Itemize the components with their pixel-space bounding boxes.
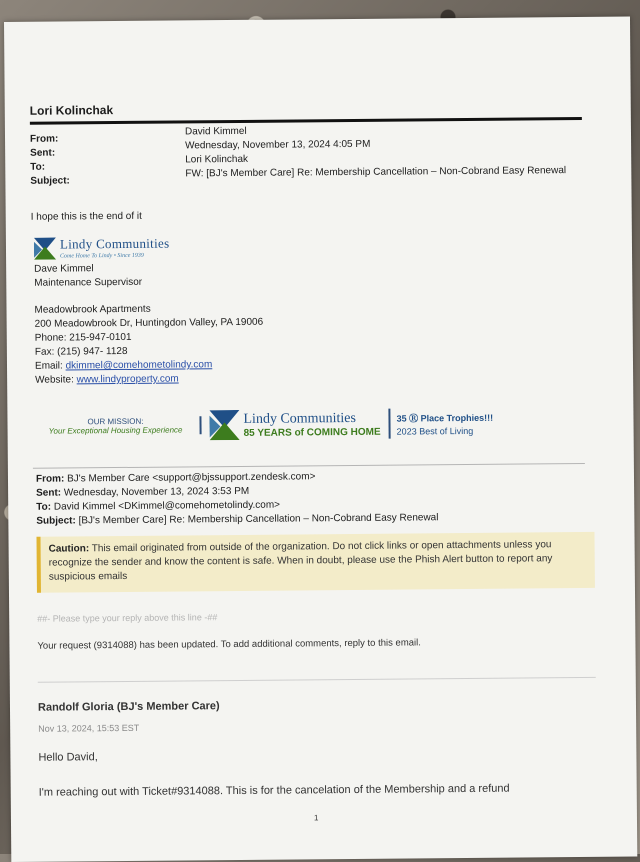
lindy-house-icon <box>34 237 56 259</box>
email-label: Email: <box>34 360 63 372</box>
trophies-count: 35 <box>396 413 407 424</box>
comment-timestamp: Nov 13, 2024, 15:53 EST <box>38 722 140 734</box>
signature-website-row <box>35 373 179 385</box>
signature-email-row <box>35 359 212 372</box>
lindy-house-icon <box>209 410 239 440</box>
signature-phone: Phone: 215-947-0101 <box>34 331 132 344</box>
caution-text: This email originated from outside of the organization. Do not click links or open attachments unless you recognize the sender and know the content is safe. When in doubt, please use the Phish Alert button to report any suspicious emails <box>48 539 553 583</box>
signature-fax: Fax: (215) 947- 1128 <box>34 345 128 358</box>
signature-name: Dave Kimmel <box>34 263 94 275</box>
caution-banner <box>36 532 594 593</box>
website-label: Website: <box>35 374 74 386</box>
signature-banner <box>35 397 583 452</box>
message-paragraph: I'm reaching out with Ticket#9314088. This is for the cancelation of the Membership and a refund <box>38 782 510 799</box>
comment-divider <box>38 677 596 683</box>
page-number: 1 <box>313 813 319 823</box>
logo-title: Lindy Communities <box>59 235 170 252</box>
sent-value: Wednesday, November 13, 2024 4:05 PM <box>185 138 371 152</box>
fwd-subject-value: [BJ's Member Care] Re: Membership Cancellation – Non-Cobrand Easy Renewal <box>78 512 439 527</box>
mailbox-owner-name: Lori Kolinchak <box>29 103 114 118</box>
best-of-living: 2023 Best of Living <box>396 425 474 437</box>
printed-email-page <box>4 17 637 862</box>
fwd-from-value: BJ's Member Care <support@bjssupport.zendesk.com> <box>67 471 316 485</box>
website-link[interactable]: www.lindyproperty.com <box>76 373 179 386</box>
signature-role: Maintenance Supervisor <box>34 276 143 289</box>
request-update-text: Your request (9314088) has been updated. To add additional comments, reply to this email. <box>37 637 421 652</box>
forward-divider <box>33 463 585 469</box>
lindy-logo <box>34 236 170 260</box>
agent-name: Randolf Gloria (BJ's Member Care) <box>37 700 220 714</box>
fwd-from-row <box>36 471 315 484</box>
trophies-text: Place Trophies!!! <box>420 412 494 423</box>
from-value: David Kimmel <box>184 125 247 138</box>
to-value: Lori Kolinchak <box>185 153 249 166</box>
mission-text: Your Exceptional Housing Experience <box>48 425 183 436</box>
banner-years: 85 YEARS of COMING HOME <box>243 426 381 439</box>
banner-awards <box>390 410 493 436</box>
greeting: Hello David, <box>38 751 98 764</box>
subject-label: Subject: <box>30 175 70 187</box>
reply-marker: ##- Please type your reply above this line -## <box>37 612 218 624</box>
subject-value: FW: [BJ's Member Care] Re: Membership Cancellation – Non-Cobrand Easy Renewal <box>185 165 567 180</box>
logo-tagline: Come Home To Lindy • Since 1939 <box>60 252 144 260</box>
caution-label: Caution: <box>48 543 90 555</box>
fwd-from-label: From: <box>35 473 65 485</box>
to-label: To: <box>30 161 46 173</box>
signature-address: 200 Meadowbrook Dr, Huntingdon Valley, PA 19006 <box>34 316 264 330</box>
trophies-line <box>396 410 493 424</box>
fwd-sent-value: Wednesday, November 13, 2024 3:53 PM <box>63 485 250 499</box>
mission-block <box>35 416 201 435</box>
sent-label: Sent: <box>30 147 56 159</box>
from-label: From: <box>29 133 59 145</box>
fwd-to-value: David Kimmel <DKimmel@comehometolindy.com> <box>53 499 281 513</box>
header-divider <box>30 117 582 125</box>
fwd-subject-row <box>36 512 438 527</box>
signature-property: Meadowbrook Apartments <box>34 303 151 316</box>
trophy-icon: Ⓡ <box>409 412 419 423</box>
fwd-subject-label: Subject: <box>36 515 76 527</box>
fwd-sent-row <box>36 486 249 499</box>
fwd-to-row <box>36 500 280 513</box>
banner-brand-name: Lindy Communities <box>243 410 356 427</box>
fwd-to-label: To: <box>36 501 52 513</box>
fwd-sent-label: Sent: <box>36 487 62 499</box>
banner-brand <box>201 409 390 441</box>
intro-text: I hope this is the end of it <box>30 210 142 223</box>
email-link[interactable]: dkimmel@comehometolindy.com <box>65 359 213 372</box>
mission-label: OUR MISSION: <box>87 416 144 427</box>
